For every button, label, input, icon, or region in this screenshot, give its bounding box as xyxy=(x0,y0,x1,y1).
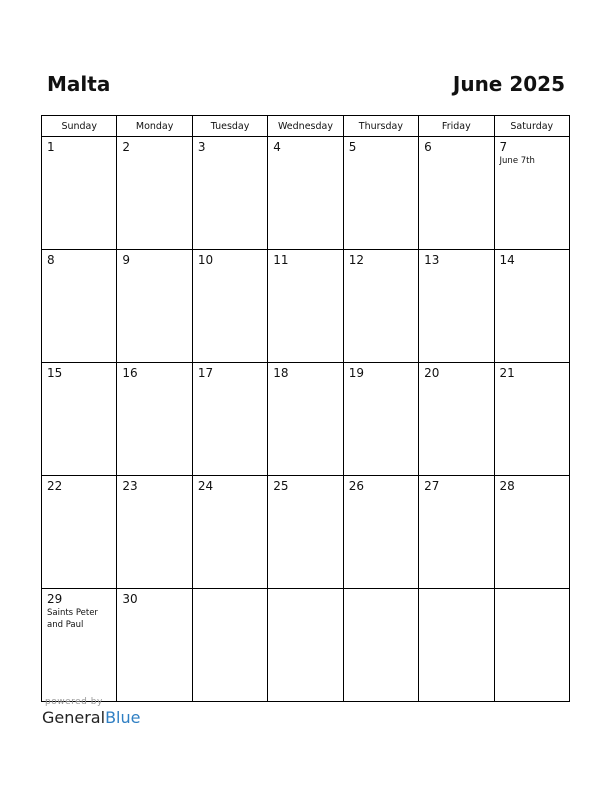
day-cell xyxy=(268,137,343,250)
day-number: 16 xyxy=(122,366,138,380)
day-cell xyxy=(343,363,418,476)
day-number: 12 xyxy=(348,253,364,267)
day-number: 13 xyxy=(424,253,440,267)
month-title: June 2025 xyxy=(452,72,565,96)
day-cell xyxy=(419,589,494,702)
day-number: 9 xyxy=(122,253,131,267)
day-number: 15 xyxy=(47,366,63,380)
day-number: 7 xyxy=(499,140,508,154)
day-number: 1 xyxy=(47,140,55,154)
day-number: 25 xyxy=(273,479,289,493)
day-cell xyxy=(192,363,267,476)
day-cell xyxy=(117,250,192,363)
day-cell xyxy=(494,363,569,476)
day-cell xyxy=(192,250,267,363)
day-number: 24 xyxy=(197,479,214,493)
day-cell xyxy=(192,589,267,702)
day-cell xyxy=(343,137,418,250)
day-cell xyxy=(419,250,494,363)
day-cell xyxy=(117,137,192,250)
day-number: 27 xyxy=(424,479,440,493)
holiday-label: June 7th xyxy=(499,156,535,166)
day-cell xyxy=(42,137,117,250)
day-cell xyxy=(343,589,418,702)
weekday-header-row xyxy=(42,116,570,137)
day-number: 29 xyxy=(47,592,63,606)
day-number: 28 xyxy=(499,479,515,493)
day-number: 6 xyxy=(424,140,432,154)
weekday-header: Monday xyxy=(117,116,192,137)
holiday-label: Saints Peter and Paul xyxy=(47,608,98,630)
day-number: 19 xyxy=(348,366,364,380)
weekday-header: Tuesday xyxy=(192,116,267,137)
day-cell xyxy=(42,476,117,589)
weekday-header: Thursday xyxy=(343,116,418,137)
day-cell xyxy=(494,476,569,589)
day-number: 3 xyxy=(197,140,206,154)
calendar-grid xyxy=(41,115,570,702)
brand-text-blue: Blue xyxy=(105,708,141,727)
day-number: 18 xyxy=(273,366,289,380)
day-cell xyxy=(192,137,267,250)
day-cell xyxy=(268,476,343,589)
week-row xyxy=(42,363,570,476)
day-cell xyxy=(117,363,192,476)
day-number: 30 xyxy=(122,592,138,606)
day-number: 5 xyxy=(348,140,357,154)
week-row xyxy=(42,250,570,363)
day-cell xyxy=(42,363,117,476)
week-row xyxy=(42,589,570,702)
day-number: 8 xyxy=(47,253,55,267)
day-cell xyxy=(117,476,192,589)
day-cell xyxy=(494,250,569,363)
day-number: 2 xyxy=(122,140,131,154)
day-cell xyxy=(343,250,418,363)
country-title: Malta xyxy=(47,72,111,96)
day-cell xyxy=(494,137,569,250)
day-number: 10 xyxy=(197,253,214,267)
day-number: 21 xyxy=(499,366,515,380)
week-row xyxy=(42,137,570,250)
day-cell xyxy=(268,589,343,702)
week-row xyxy=(42,476,570,589)
day-cell xyxy=(268,363,343,476)
day-number: 4 xyxy=(273,140,281,154)
weekday-header: Friday xyxy=(419,116,494,137)
day-number: 14 xyxy=(499,253,515,267)
day-number: 11 xyxy=(273,253,289,267)
day-cell xyxy=(343,476,418,589)
day-cell xyxy=(42,589,117,702)
brand-text-general: General xyxy=(42,708,106,727)
weekday-header: Saturday xyxy=(494,116,569,137)
day-number: 26 xyxy=(348,479,364,493)
weekday-header: Sunday xyxy=(42,116,117,137)
weekday-header: Wednesday xyxy=(268,116,343,137)
day-cell xyxy=(419,363,494,476)
day-number: 17 xyxy=(197,366,214,380)
day-cell xyxy=(268,250,343,363)
day-cell xyxy=(42,250,117,363)
day-cell xyxy=(117,589,192,702)
day-cell xyxy=(192,476,267,589)
day-cell xyxy=(494,589,569,702)
day-number: 20 xyxy=(424,366,440,380)
powered-by-label: powered by xyxy=(45,697,103,707)
generalblue-logo[interactable] xyxy=(42,708,140,728)
day-number: 22 xyxy=(47,479,63,493)
day-number: 23 xyxy=(122,479,138,493)
day-cell xyxy=(419,137,494,250)
day-cell xyxy=(419,476,494,589)
